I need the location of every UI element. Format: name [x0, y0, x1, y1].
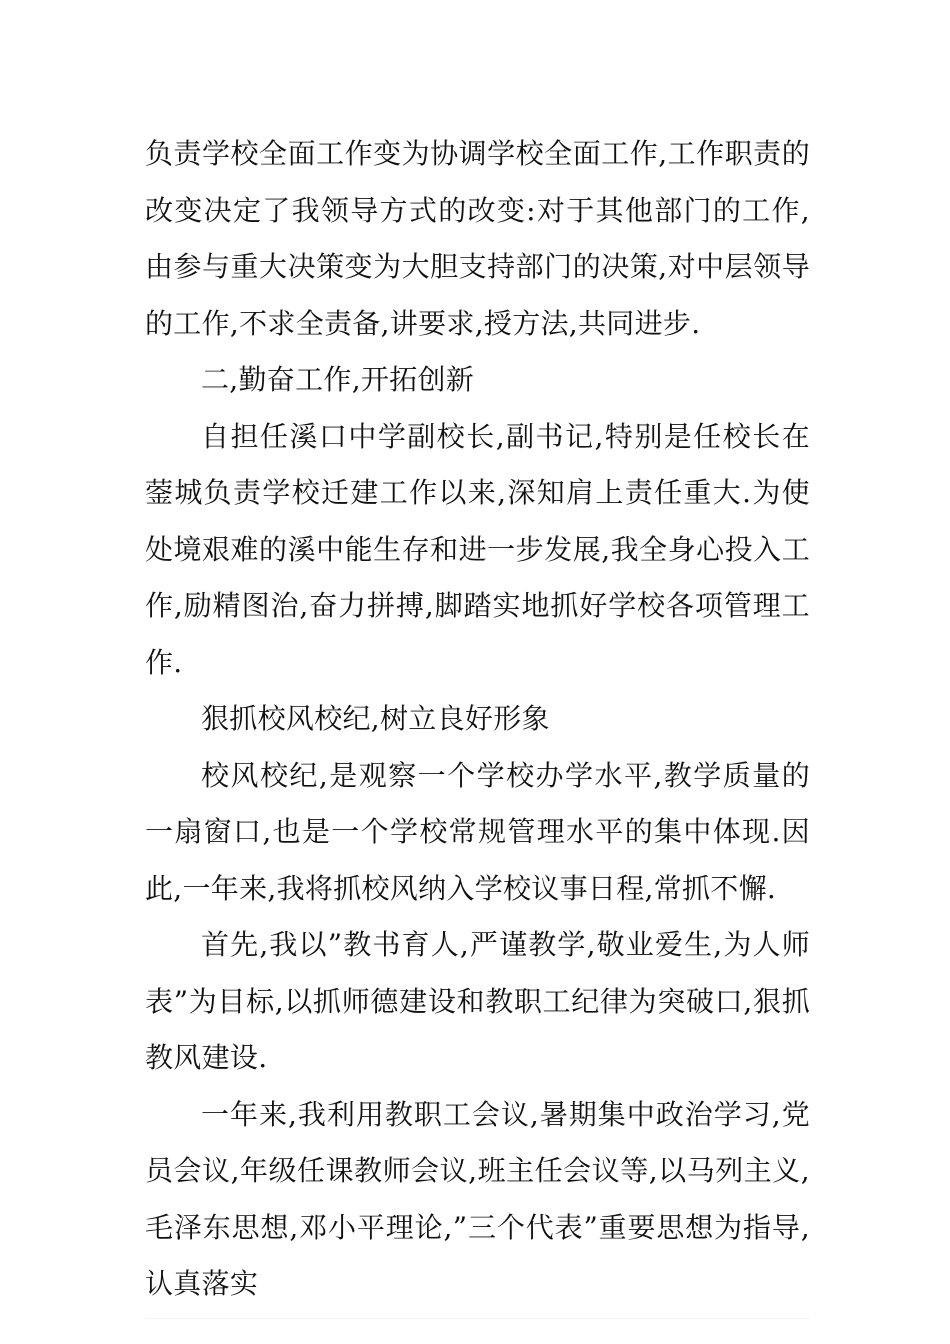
subheading-school-discipline: 狠抓校风校纪,树立良好形象 — [201, 702, 550, 735]
paragraph-6: 首先,我以”教书育人,严谨教学,敬业爱生,为人师表”为目标,以抓师德建设和教职工纪律为突破口,狠抓教风建设. — [145, 928, 810, 1074]
paragraph-1: 负责学校全面工作变为协调学校全面工作,工作职责的改变决定了我领导方式的改变:对于其他部门的工作,由参与重大决策变为大胆支持部门的决策,对中层领导的工作,不求全责备,讲要求,授方法,共同进步. — [145, 137, 810, 340]
page-bottom-line — [145, 1318, 810, 1319]
paragraph-3: 自担任溪口中学副校长,副书记,特别是任校长在蓥城负责学校迁建工作以来,深知肩上责任重大.为使处境艰难的溪中能生存和进一步发展,我全身心投入工作,励精图治,奋力拼搏,脚踏实地抓好学校各项管理工作. — [145, 419, 810, 679]
document-body — [145, 126, 810, 1313]
paragraph-7: 一年来,我利用教职工会议,暑期集中政治学习,党员会议,年级任课教师会议,班主任会议等,以马列主义,毛泽东思想,邓小平理论,”三个代表”重要思想为指导,认真落实 — [145, 1097, 810, 1300]
paragraph-5: 校风校纪,是观察一个学校办学水平,教学质量的一扇窗口,也是一个学校常规管理水平的集中体现.因此,一年来,我将抓校风纳入学校议事日程,常抓不懈. — [145, 758, 810, 905]
section-heading-diligent-work: 二,勤奋工作,开拓创新 — [201, 363, 475, 396]
